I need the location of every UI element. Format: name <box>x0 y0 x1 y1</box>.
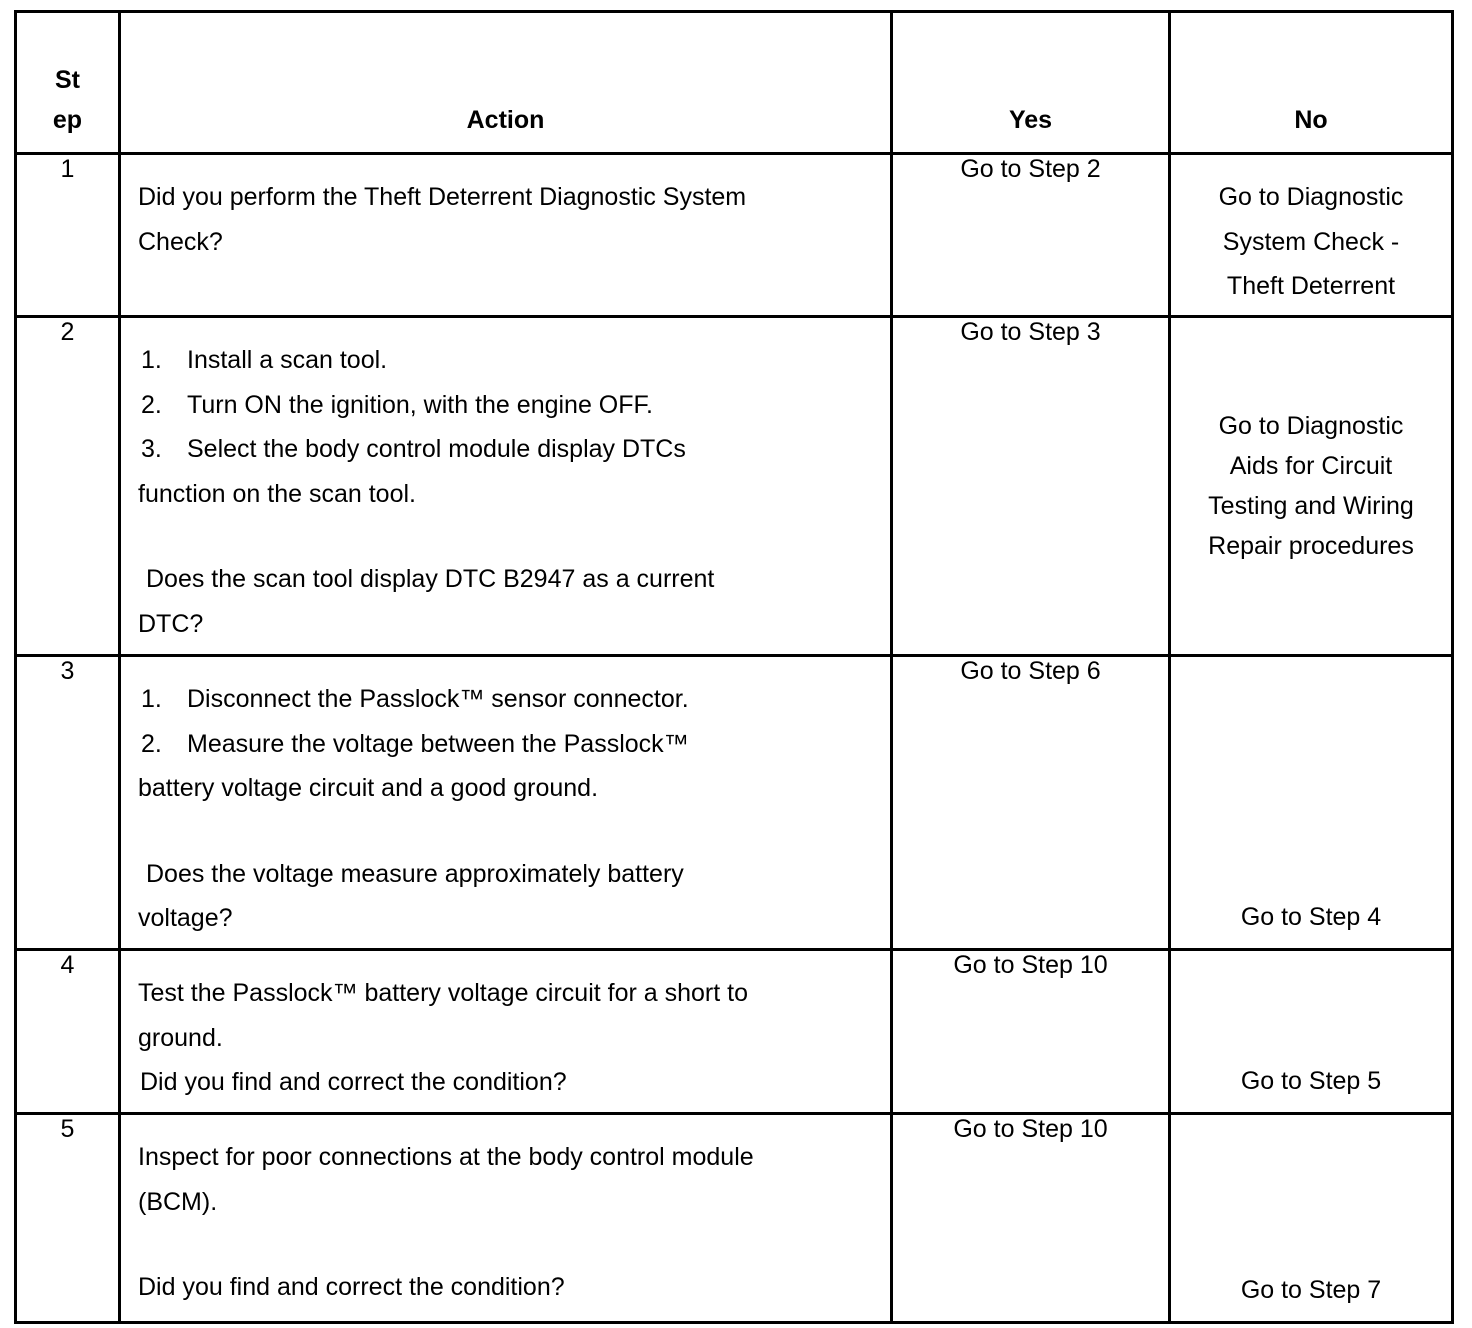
action-cell: Did you perform the Theft Deterrent Diagnostic System Check? <box>120 154 892 317</box>
no-cell: Go to Step 5 <box>1170 950 1453 1114</box>
header-no: No <box>1170 12 1453 154</box>
action-cell: Inspect for poor connections at the body control module (BCM). Did you find and correct the condition? <box>120 1114 892 1323</box>
header-row <box>16 12 1453 154</box>
table-row <box>16 154 1453 317</box>
no-cell: Go to Step 4 <box>1170 656 1453 950</box>
action-cell: Test the Passlock™ battery voltage circuit for a short to ground. Did you find and correct the condition? <box>120 950 892 1114</box>
header-action: Action <box>120 12 892 154</box>
table-row <box>16 1114 1453 1323</box>
yes-cell: Go to Step 10 <box>892 950 1170 1114</box>
step-number: 1 <box>16 154 120 317</box>
step-number: 5 <box>16 1114 120 1323</box>
no-cell: Go to Step 7 <box>1170 1114 1453 1323</box>
table-row <box>16 950 1453 1114</box>
table-row <box>16 656 1453 950</box>
yes-cell: Go to Step 3 <box>892 317 1170 656</box>
yes-cell: Go to Step 2 <box>892 154 1170 317</box>
step-number: 3 <box>16 656 120 950</box>
table-row <box>16 317 1453 656</box>
yes-cell: Go to Step 6 <box>892 656 1170 950</box>
action-item: 3. Select the body control module display DTCs <box>141 435 686 463</box>
action-cell: 1. Disconnect the Passlock™ sensor connector. 2. Measure the voltage between the Passlock™ battery voltage circuit and a good ground. Does the voltage measure approximately battery voltage? <box>120 656 892 950</box>
action-item: 1. Disconnect the Passlock™ sensor connector. <box>141 685 689 713</box>
diagnostic-table <box>14 10 1454 1324</box>
no-cell: Go to Diagnostic Aids for Circuit Testing and Wiring Repair procedures <box>1170 317 1453 656</box>
action-item: 1. Install a scan tool. <box>141 346 388 374</box>
step-number: 4 <box>16 950 120 1114</box>
header-yes: Yes <box>892 12 1170 154</box>
action-item: 2. Turn ON the ignition, with the engine OFF. <box>141 390 653 419</box>
step-number: 2 <box>16 317 120 656</box>
header-step: St ep <box>16 12 120 154</box>
action-cell: 1. Install a scan tool. 2. Turn ON the ignition, with the engine OFF. 3. Select the body control module display DTCs function on the scan tool. Does the scan tool display DTC B2947 as a current DTC? <box>120 317 892 656</box>
action-item: 2. Measure the voltage between the Passlock™ <box>141 729 689 758</box>
yes-cell: Go to Step 10 <box>892 1114 1170 1323</box>
no-cell: Go to Diagnostic System Check - Theft Deterrent <box>1170 154 1453 317</box>
